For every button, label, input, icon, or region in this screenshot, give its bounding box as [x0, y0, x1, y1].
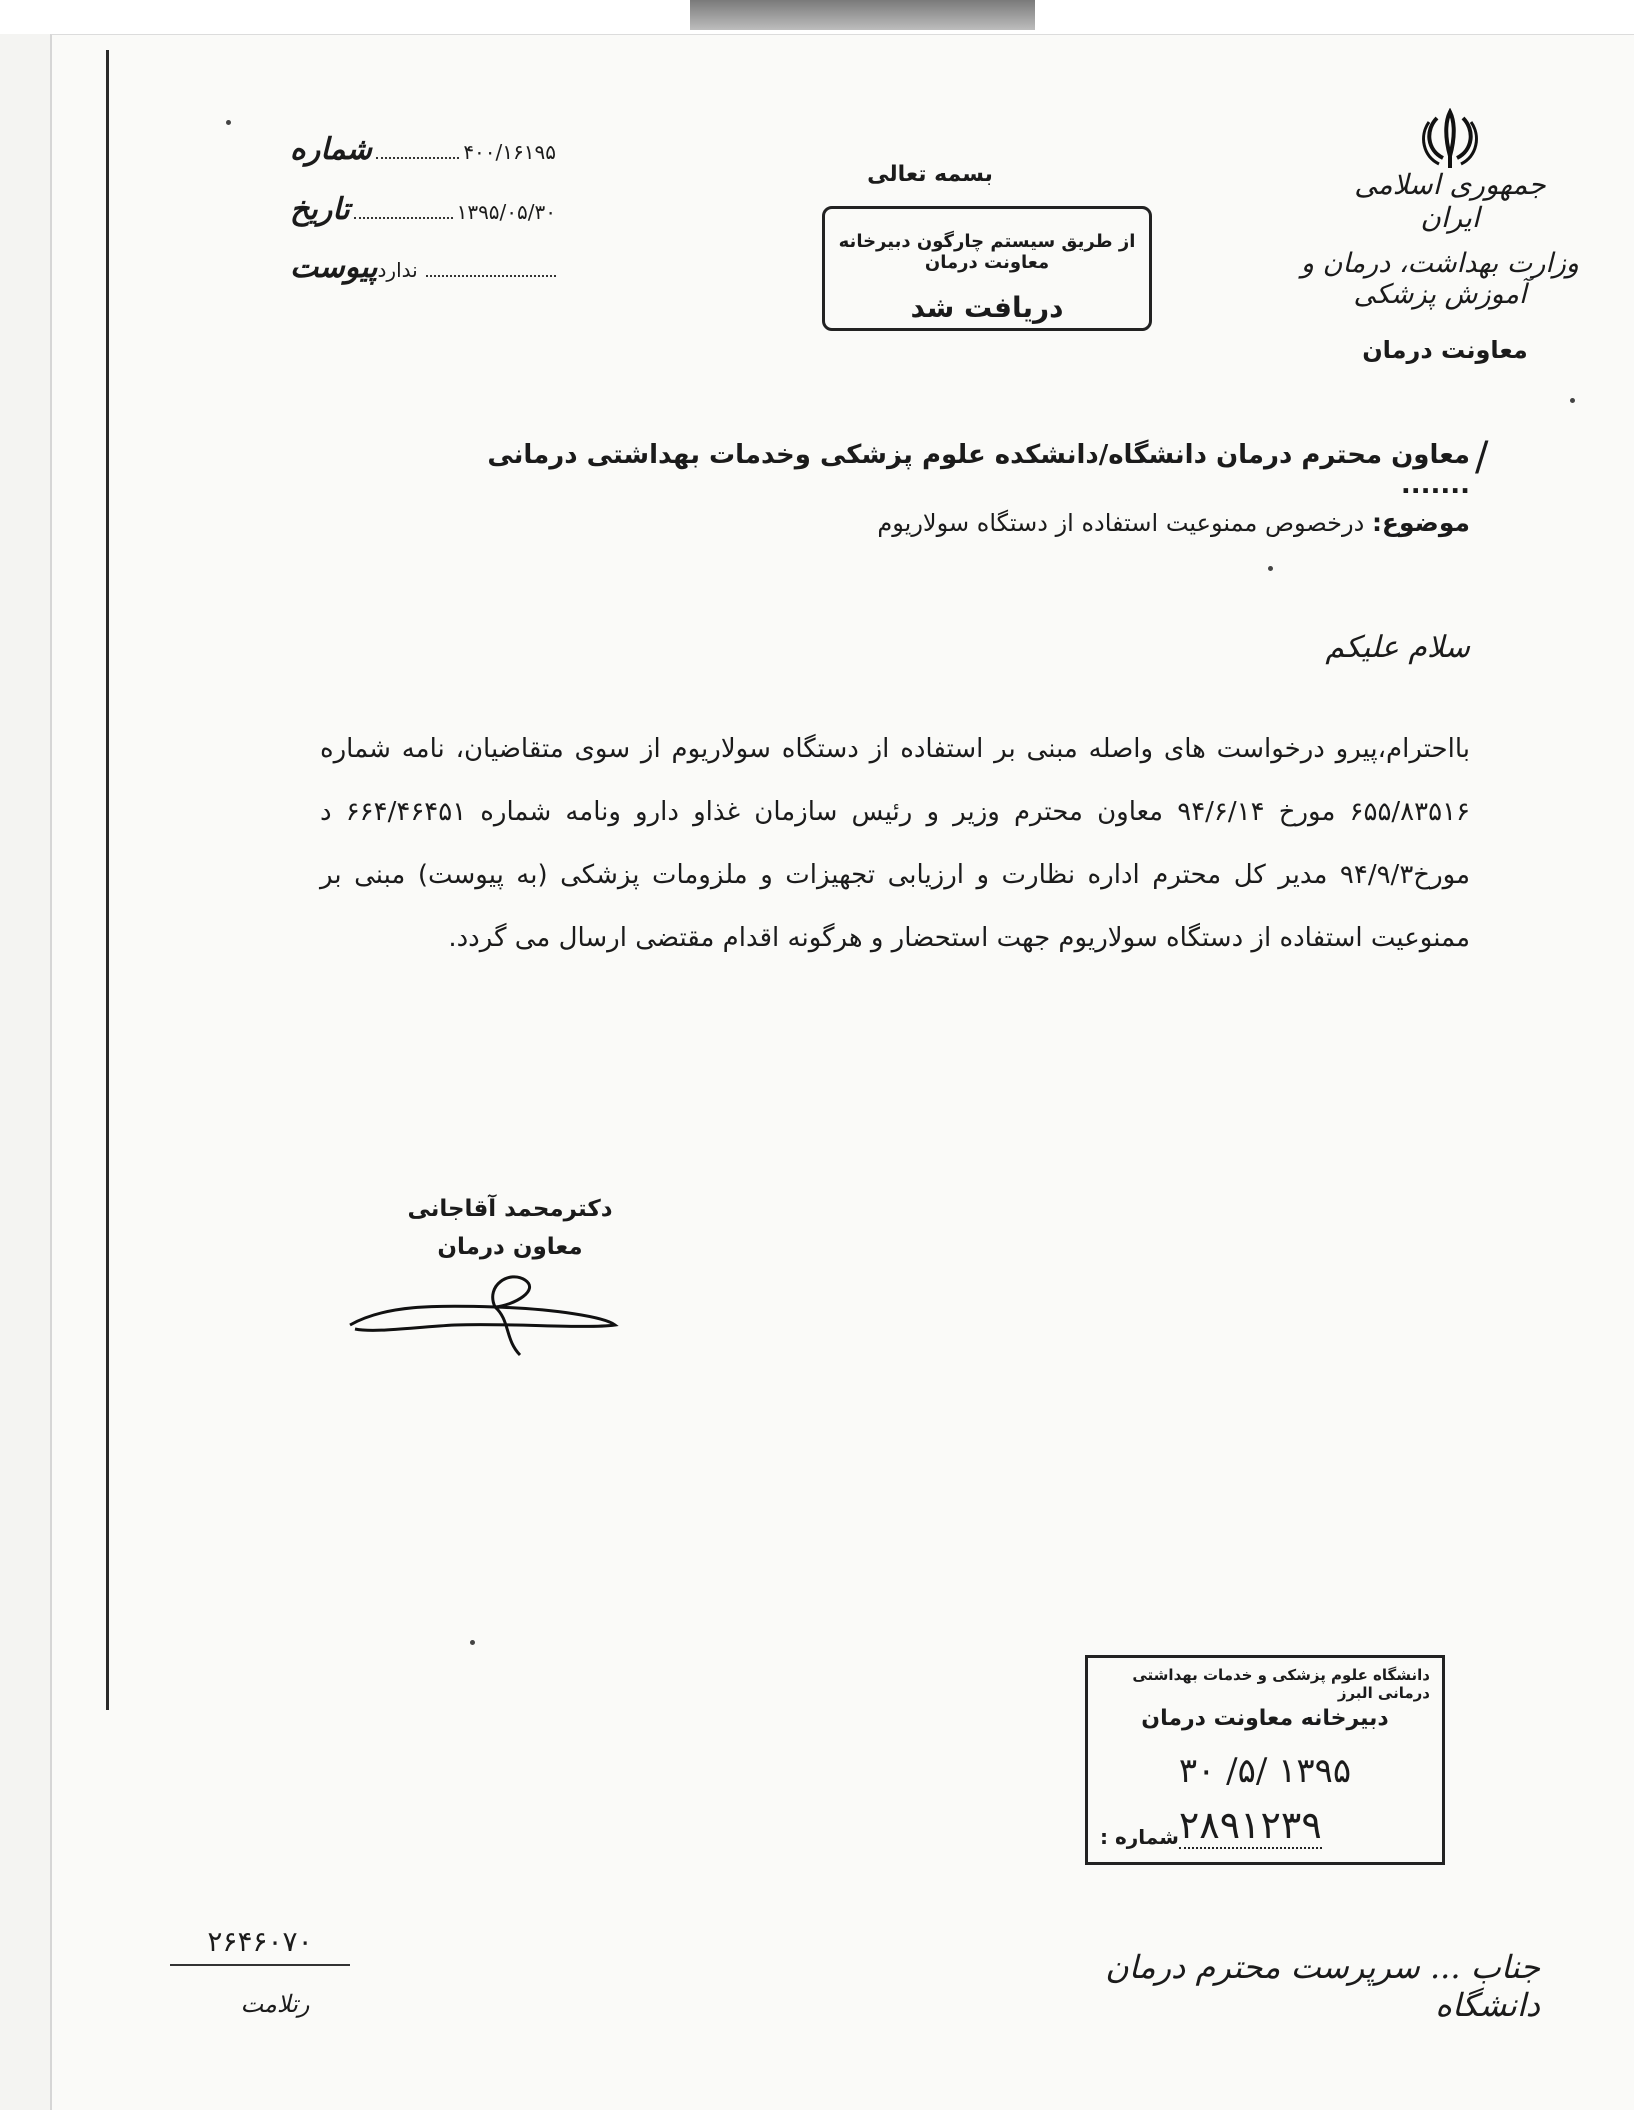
- handwritten-ref-note: رتلامت: [240, 1990, 310, 2018]
- stamp-number-value: ۲۸۹۱۲۳۹: [1178, 1803, 1322, 1847]
- subject-label: موضوع:: [1371, 508, 1470, 537]
- subject-line: [760, 508, 1470, 537]
- signatory-name: دکترمحمد آقاجانی: [407, 1196, 613, 1222]
- date-value: ۱۳۹۵/۰۵/۳۰: [456, 200, 556, 224]
- addressee: معاون محترم درمان دانشگاه/دانشکده علوم پزشکی وخدمات بهداشتی درمانی .......: [487, 440, 1470, 500]
- department-name: معاونت درمان: [1362, 336, 1528, 364]
- number-label: شماره: [290, 132, 372, 167]
- left-margin-line: [106, 50, 109, 1710]
- handwritten-signature: [345, 1265, 620, 1365]
- handwritten-referral-note: جناب ... سرپرست محترم درمان دانشگاه: [1105, 1948, 1540, 2024]
- addressee-slash-mark: /: [1475, 434, 1489, 480]
- alborz-receipt-stamp: [1085, 1655, 1445, 1865]
- iran-emblem-icon: [1417, 108, 1483, 170]
- stamp-org: دانشگاه علوم پزشکی و خدمات بهداشتی درمانی البرز: [1132, 1666, 1430, 1702]
- scan-speck: [1268, 566, 1273, 571]
- scan-speck: [226, 120, 231, 125]
- scan-speck: [470, 1640, 475, 1645]
- basmala: بسمه تعالی: [867, 162, 993, 187]
- subject-text: درخصوص ممنوعیت استفاده از دستگاه سولاریوم: [877, 509, 1365, 537]
- scan-speck: [1570, 398, 1575, 403]
- stamp-number-row: [1100, 1803, 1430, 1849]
- stamp-line-1: از طریق سیستم چارگون دبیرخانه معاونت درمان: [838, 231, 1136, 273]
- stamp-date: ۱۳۹۵ /۵/ ۳۰: [1178, 1751, 1352, 1791]
- letter-body: بااحترام،پیرو درخواست های واصله مبنی بر استفاده از دستگاه سولاریوم از سوی متقاضیان، نامه شماره ۶۵۵/۸۳۵۱۶ مورخ ۹۴/۶/۱۴ معاون محترم وزیر و رئیس سازمان غذاو دارو ونامه شماره ۶۶۴/۴۶۴۵۱ د مورخ۹۴/۹/۳ مدیر کل محترم اداره نظارت و ارزیابی تجهیزات و ملزومات پزشکی (به پیوست) مبنی بر ممنوعیت استفاده از دستگاه سولاریوم جهت استحضار و هرگونه اقدام مقتضی ارسال می گردد.: [320, 734, 1471, 953]
- stamp-line-2: دریافت شد: [910, 291, 1064, 324]
- handwritten-ref-number: ۲۶۴۶۰۷۰: [170, 1925, 350, 1966]
- number-dots: [376, 139, 459, 159]
- greeting: سلام علیکم: [1325, 630, 1470, 665]
- chargoon-receipt-stamp: [822, 206, 1152, 331]
- letter-number-row: [290, 132, 560, 172]
- signatory-title: معاون درمان: [437, 1234, 583, 1260]
- scan-shadow: [690, 0, 1035, 30]
- attachment-label: پیوست: [290, 250, 378, 285]
- date-label: تاریخ: [290, 192, 350, 227]
- ministry-name: وزارت بهداشت، درمان و آموزش پزشکی: [1301, 248, 1579, 310]
- country-name: جمهوری اسلامی ایران: [1354, 168, 1546, 234]
- attachment-value: ندارد: [377, 258, 418, 282]
- number-value: ۴۰۰/۱۶۱۹۵: [463, 140, 556, 164]
- stamp-unit: دبیرخانه معاونت درمان: [1141, 1706, 1389, 1731]
- letter-attachment-row: [290, 250, 560, 290]
- stamp-number-label: شماره :: [1100, 1825, 1179, 1849]
- date-dots: [354, 199, 453, 219]
- attachment-dots: [426, 257, 556, 277]
- letter-date-row: [290, 192, 560, 232]
